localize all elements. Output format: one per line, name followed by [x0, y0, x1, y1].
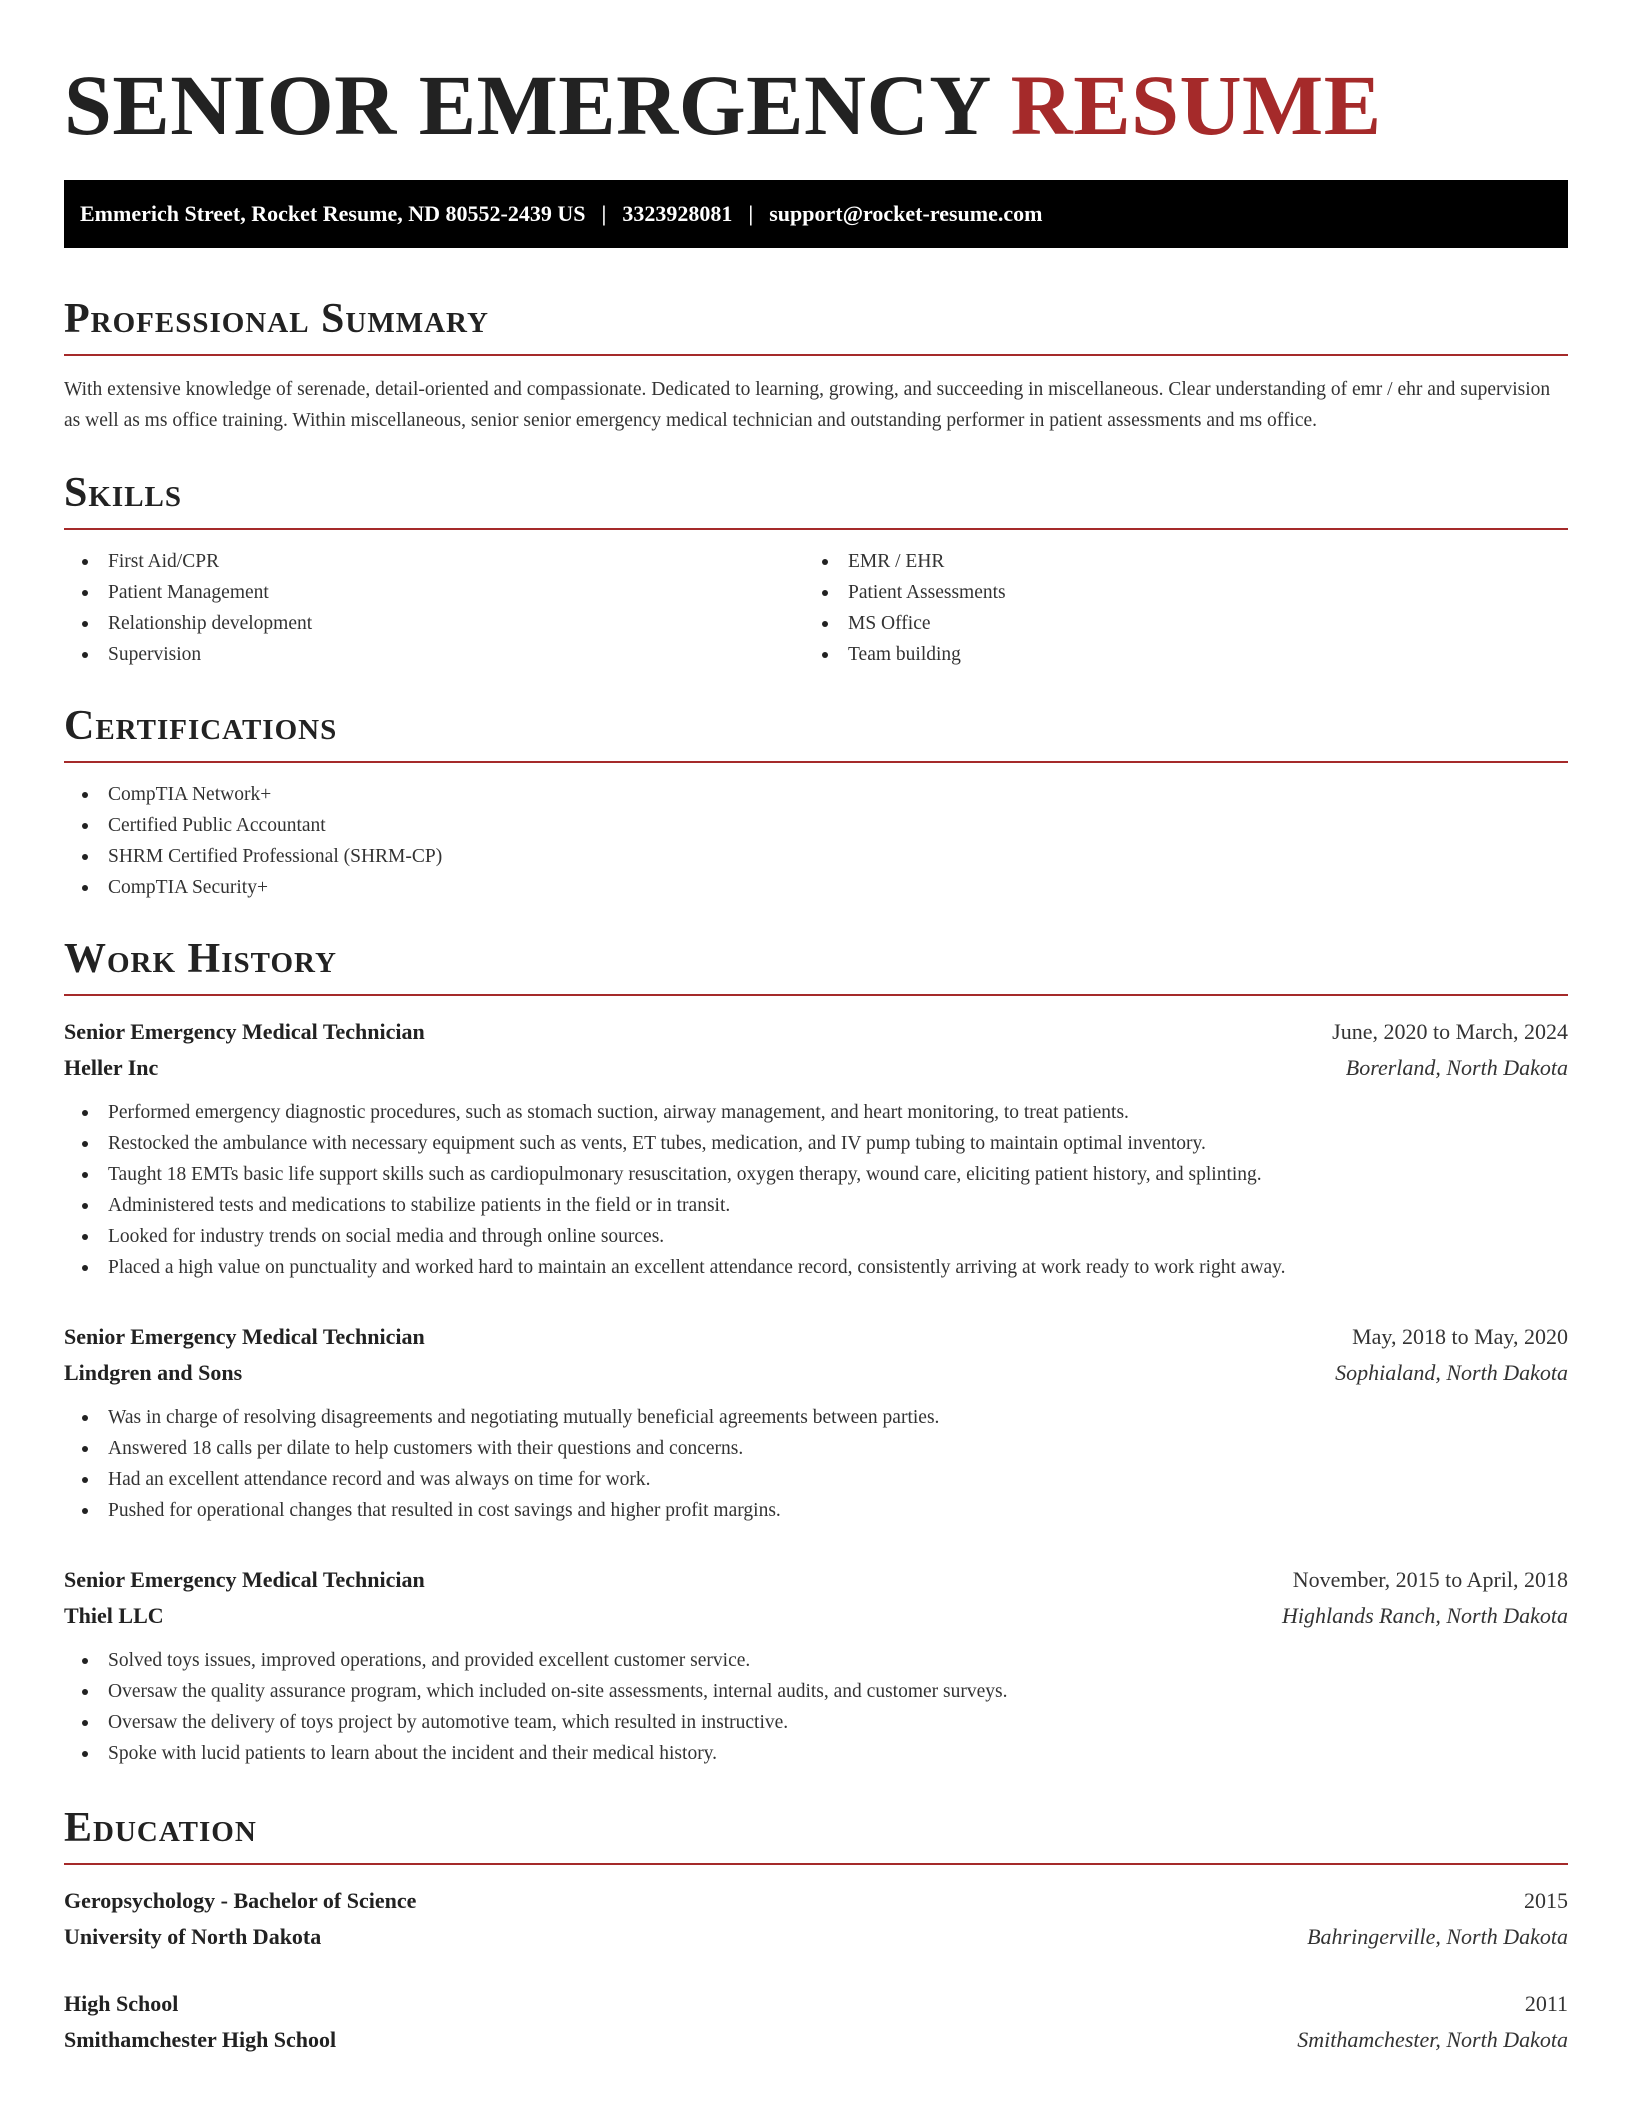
job-duty: Pushed for operational changes that resulted in cost savings and higher profit margins.	[64, 1495, 1568, 1526]
job-duty: Restocked the ambulance with necessary equipment such as vents, ET tubes, medication, and IV pump tubing to maintain optimal inventory.	[64, 1128, 1568, 1159]
certification-item: SHRM Certified Professional (SHRM-CP)	[64, 841, 1568, 872]
education-heading: Education	[64, 1807, 1568, 1865]
title-accent: RESUME	[1010, 57, 1382, 153]
job-header-row	[64, 1014, 1568, 1050]
job-duty: Looked for industry trends on social media and through online sources.	[64, 1221, 1568, 1252]
certification-item: CompTIA Security+	[64, 872, 1568, 903]
job-dates: November, 2015 to April, 2018	[1292, 1566, 1568, 1592]
job-entry	[64, 1562, 1568, 1769]
education-entry	[64, 1986, 1568, 2058]
summary-text: With extensive knowledge of serenade, detail-oriented and compassionate. Dedicated to learning, growing, and succeeding in miscellaneous. Clear understanding of emr / ehr and supervision as well as ms office training. Within miscellaneous, senior senior emergency medical technician and outstanding performer in patient assessments and ms office.	[64, 378, 1551, 431]
job-duty: Was in charge of resolving disagreements and negotiating mutually beneficial agreements between parties.	[64, 1402, 1568, 1433]
skills-heading: Skills	[64, 472, 1568, 530]
job-entry	[64, 1014, 1568, 1283]
job-header-row	[64, 1319, 1568, 1355]
job-location: Sophialand, North Dakota	[1335, 1359, 1568, 1385]
contact-separator: |	[601, 200, 607, 226]
job-company: Heller Inc	[64, 1054, 159, 1080]
job-header-row	[64, 1562, 1568, 1598]
resume-title	[64, 58, 1568, 153]
job-dates: June, 2020 to March, 2024	[1332, 1018, 1568, 1044]
job-title: Senior Emergency Medical Technician	[64, 1018, 425, 1044]
job-company: Thiel LLC	[64, 1602, 164, 1628]
job-duty: Had an excellent attendance record and was always on time for work.	[64, 1464, 1568, 1495]
contact-phone[interactable]: 3323928081	[622, 200, 733, 226]
job-company-row	[64, 1598, 1568, 1634]
resume-page	[64, 0, 1568, 2058]
education-year: 2011	[1524, 1990, 1568, 2016]
work-history-heading: Work History	[64, 938, 1568, 996]
job-company: Lindgren and Sons	[64, 1359, 243, 1385]
certification-item: CompTIA Network+	[64, 779, 1568, 810]
job-dates: May, 2018 to May, 2020	[1352, 1323, 1568, 1349]
contact-address: Emmerich Street, Rocket Resume, ND 80552-2439 US	[80, 200, 586, 226]
job-duty: Oversaw the delivery of toys project by automotive team, which resulted in instructive.	[64, 1707, 1568, 1738]
contact-bar	[64, 180, 1568, 248]
job-title: Senior Emergency Medical Technician	[64, 1323, 425, 1349]
certification-item: Certified Public Accountant	[64, 810, 1568, 841]
job-duty: Administered tests and medications to stabilize patients in the field or in transit.	[64, 1190, 1568, 1221]
skill-item: Patient Assessments	[804, 577, 1544, 608]
job-duties-list	[64, 1097, 1568, 1283]
job-duties-list	[64, 1402, 1568, 1526]
job-duties-list	[64, 1645, 1568, 1769]
skill-item: EMR / EHR	[804, 546, 1544, 577]
certifications-list	[64, 779, 1568, 903]
education-location: Bahringerville, North Dakota	[1307, 1923, 1568, 1949]
job-duty: Performed emergency diagnostic procedures, such as stomach suction, airway management, and heart monitoring, to treat patients.	[64, 1097, 1568, 1128]
education-school: University of North Dakota	[64, 1923, 322, 1949]
skill-item: Relationship development	[64, 608, 804, 639]
education-school: Smithamchester High School	[64, 2026, 337, 2052]
education-degree: Geropsychology - Bachelor of Science	[64, 1887, 417, 1913]
skills-columns	[64, 546, 1568, 670]
job-entry	[64, 1319, 1568, 1526]
education-degree: High School	[64, 1990, 179, 2016]
education-degree-row	[64, 1986, 1568, 2022]
job-duty: Placed a high value on punctuality and worked hard to maintain an excellent attendance record, consistently arriving at work ready to work right away.	[64, 1252, 1568, 1283]
job-company-row	[64, 1050, 1568, 1086]
skill-item: Team building	[804, 639, 1544, 670]
contact-email[interactable]: support@rocket-resume.com	[769, 200, 1043, 226]
skill-item: MS Office	[804, 608, 1544, 639]
job-duty: Spoke with lucid patients to learn about the incident and their medical history.	[64, 1738, 1568, 1769]
education-degree-row	[64, 1883, 1568, 1919]
job-duty: Solved toys issues, improved operations, and provided excellent customer service.	[64, 1645, 1568, 1676]
education-school-row	[64, 2022, 1568, 2058]
education-school-row	[64, 1919, 1568, 1955]
education-entry	[64, 1883, 1568, 1955]
skill-item: Supervision	[64, 639, 804, 670]
certifications-heading: Certifications	[64, 705, 1568, 763]
job-duty: Oversaw the quality assurance program, which included on-site assessments, internal audits, and customer surveys.	[64, 1676, 1568, 1707]
skill-item: Patient Management	[64, 577, 804, 608]
job-duty: Answered 18 calls per dilate to help customers with their questions and concerns.	[64, 1433, 1568, 1464]
contact-separator: |	[748, 200, 754, 226]
summary-heading: Professional Summary	[64, 298, 1568, 356]
job-location: Highlands Ranch, North Dakota	[1282, 1602, 1568, 1628]
skills-list-right	[804, 546, 1544, 670]
title-main: SENIOR EMERGENCY	[64, 57, 989, 153]
job-title: Senior Emergency Medical Technician	[64, 1566, 425, 1592]
job-location: Borerland, North Dakota	[1345, 1054, 1568, 1080]
skills-list-left	[64, 546, 804, 670]
education-year: 2015	[1524, 1887, 1568, 1913]
job-company-row	[64, 1355, 1568, 1391]
skill-item: First Aid/CPR	[64, 546, 804, 577]
job-duty: Taught 18 EMTs basic life support skills such as cardiopulmonary resuscitation, oxygen therapy, wound care, eliciting patient history, and splinting.	[64, 1159, 1568, 1190]
education-location: Smithamchester, North Dakota	[1297, 2026, 1568, 2052]
